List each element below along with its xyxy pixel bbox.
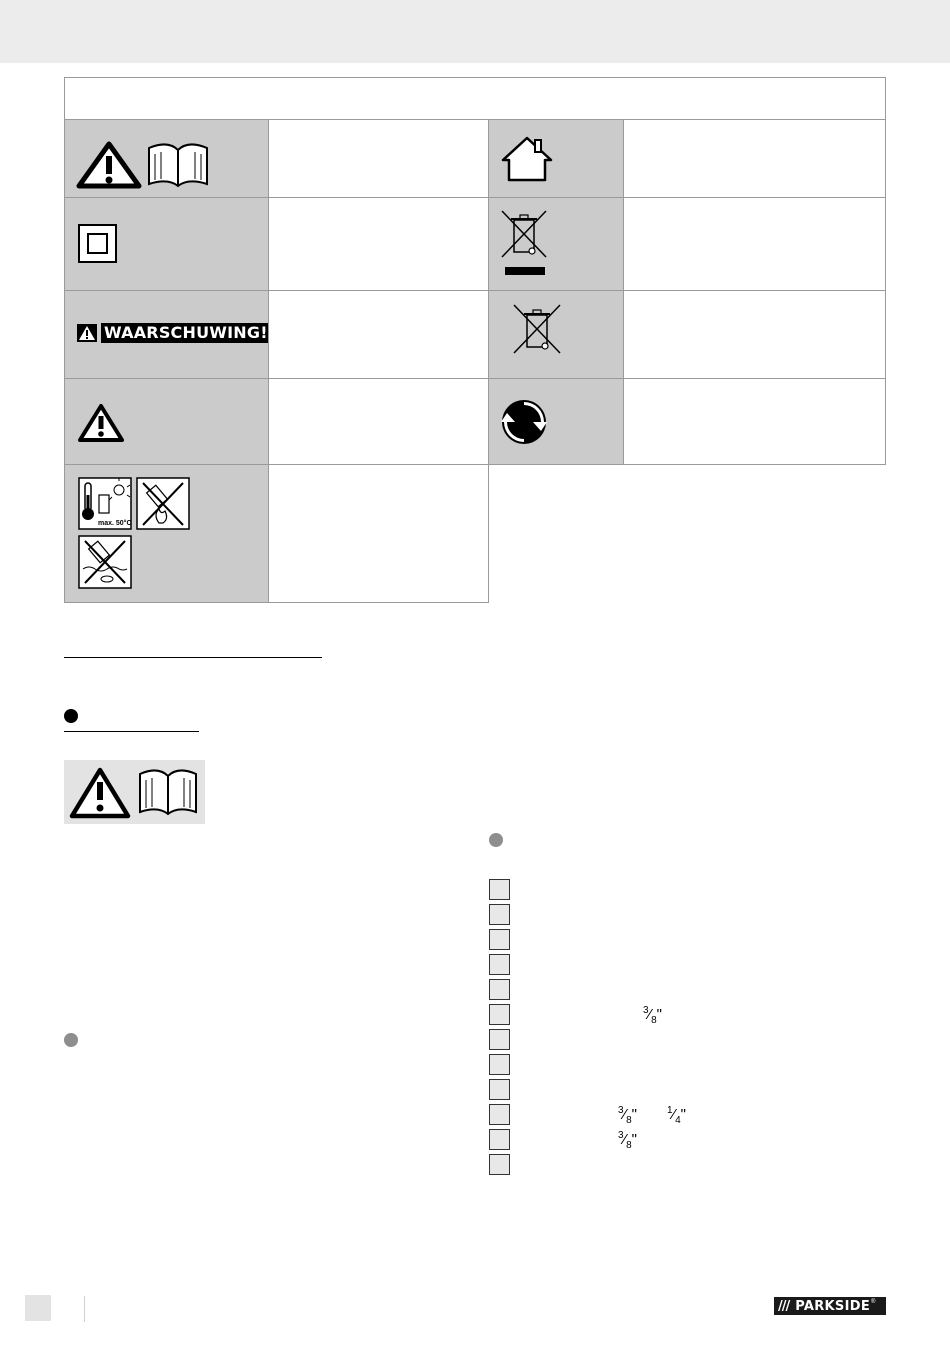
symbol-cell-weee: [488, 197, 624, 291]
section-heading-underline: [64, 657, 322, 658]
part-number-box: [489, 979, 510, 1000]
fraction-label: $^3⁄_8$": [618, 1105, 637, 1126]
logo-slashes: ///: [778, 1298, 790, 1314]
part-number-box: [489, 1029, 510, 1050]
warning-and-manual-icon: [65, 120, 270, 199]
symbol-cell-class-ii: [64, 197, 269, 291]
part-number-box: [489, 954, 510, 975]
parkside-logo: [774, 1297, 886, 1315]
part-number-box: [489, 1104, 510, 1125]
warning-banner-label: WAARSCHUWING!: [101, 323, 271, 343]
fraction-label: $^3⁄_8$": [643, 1005, 662, 1026]
description-cell-weee: [623, 197, 886, 291]
description-cell-bin: [623, 290, 886, 379]
crossed-bin-with-bar-icon: [489, 198, 625, 292]
part-number-box: [489, 1154, 510, 1175]
description-cell-class-ii: [268, 197, 489, 291]
part-number-box: [489, 1129, 510, 1150]
part-number-box: [489, 1004, 510, 1025]
symbol-cell-read-manual: [64, 119, 269, 198]
crossed-bin-icon: [489, 291, 625, 380]
description-cell-green-dot: [623, 378, 886, 465]
subsection-heading-underline: [64, 731, 199, 732]
green-dot-recycling-icon: [489, 379, 625, 466]
warning-banner: [77, 323, 271, 343]
temperature-label: max. 50°C: [98, 520, 132, 527]
symbol-cell-warning: [64, 290, 269, 379]
symbol-cell-bin: [488, 290, 624, 379]
caution-triangle-icon: [65, 379, 270, 466]
section-bullet-black: [64, 709, 78, 723]
page-number-box: [25, 1295, 51, 1321]
header-bar: [0, 0, 950, 63]
part-number-box: [489, 1054, 510, 1075]
warning-and-manual-icon: [64, 760, 205, 824]
part-number-box: [489, 879, 510, 900]
symbol-cell-aerosol: [64, 464, 269, 603]
logo-registered-mark: ®: [871, 1299, 876, 1305]
section-bullet-grey-right: [489, 833, 503, 847]
symbol-legend-table: [64, 77, 886, 603]
symbol-cell-caution: [64, 378, 269, 465]
symbol-cell-indoor: [488, 119, 624, 198]
fraction-label: $^1⁄_4$": [667, 1105, 686, 1126]
part-number-box: [489, 1079, 510, 1100]
warning-triangle-icon: [77, 324, 97, 342]
part-number-box: [489, 929, 510, 950]
footer-divider: [84, 1296, 85, 1322]
description-cell-indoor: [623, 119, 886, 198]
description-cell-caution: [268, 378, 489, 465]
symbol-cell-green-dot: [488, 378, 624, 465]
part-number-box: [489, 904, 510, 925]
fraction-label: $^3⁄_8$": [618, 1130, 637, 1151]
aerosol-warnings-icon: [65, 465, 270, 604]
double-insulation-icon: [65, 198, 270, 292]
table-title-row: [64, 77, 886, 120]
description-cell-aerosol: [268, 464, 489, 603]
logo-name: PARKSIDE: [795, 1298, 871, 1314]
description-cell-read-manual: [268, 119, 489, 198]
house-icon: [489, 120, 625, 199]
safety-read-manual-symbol: [64, 760, 205, 824]
section-bullet-grey-left: [64, 1033, 78, 1047]
description-cell-warning: [268, 290, 489, 379]
